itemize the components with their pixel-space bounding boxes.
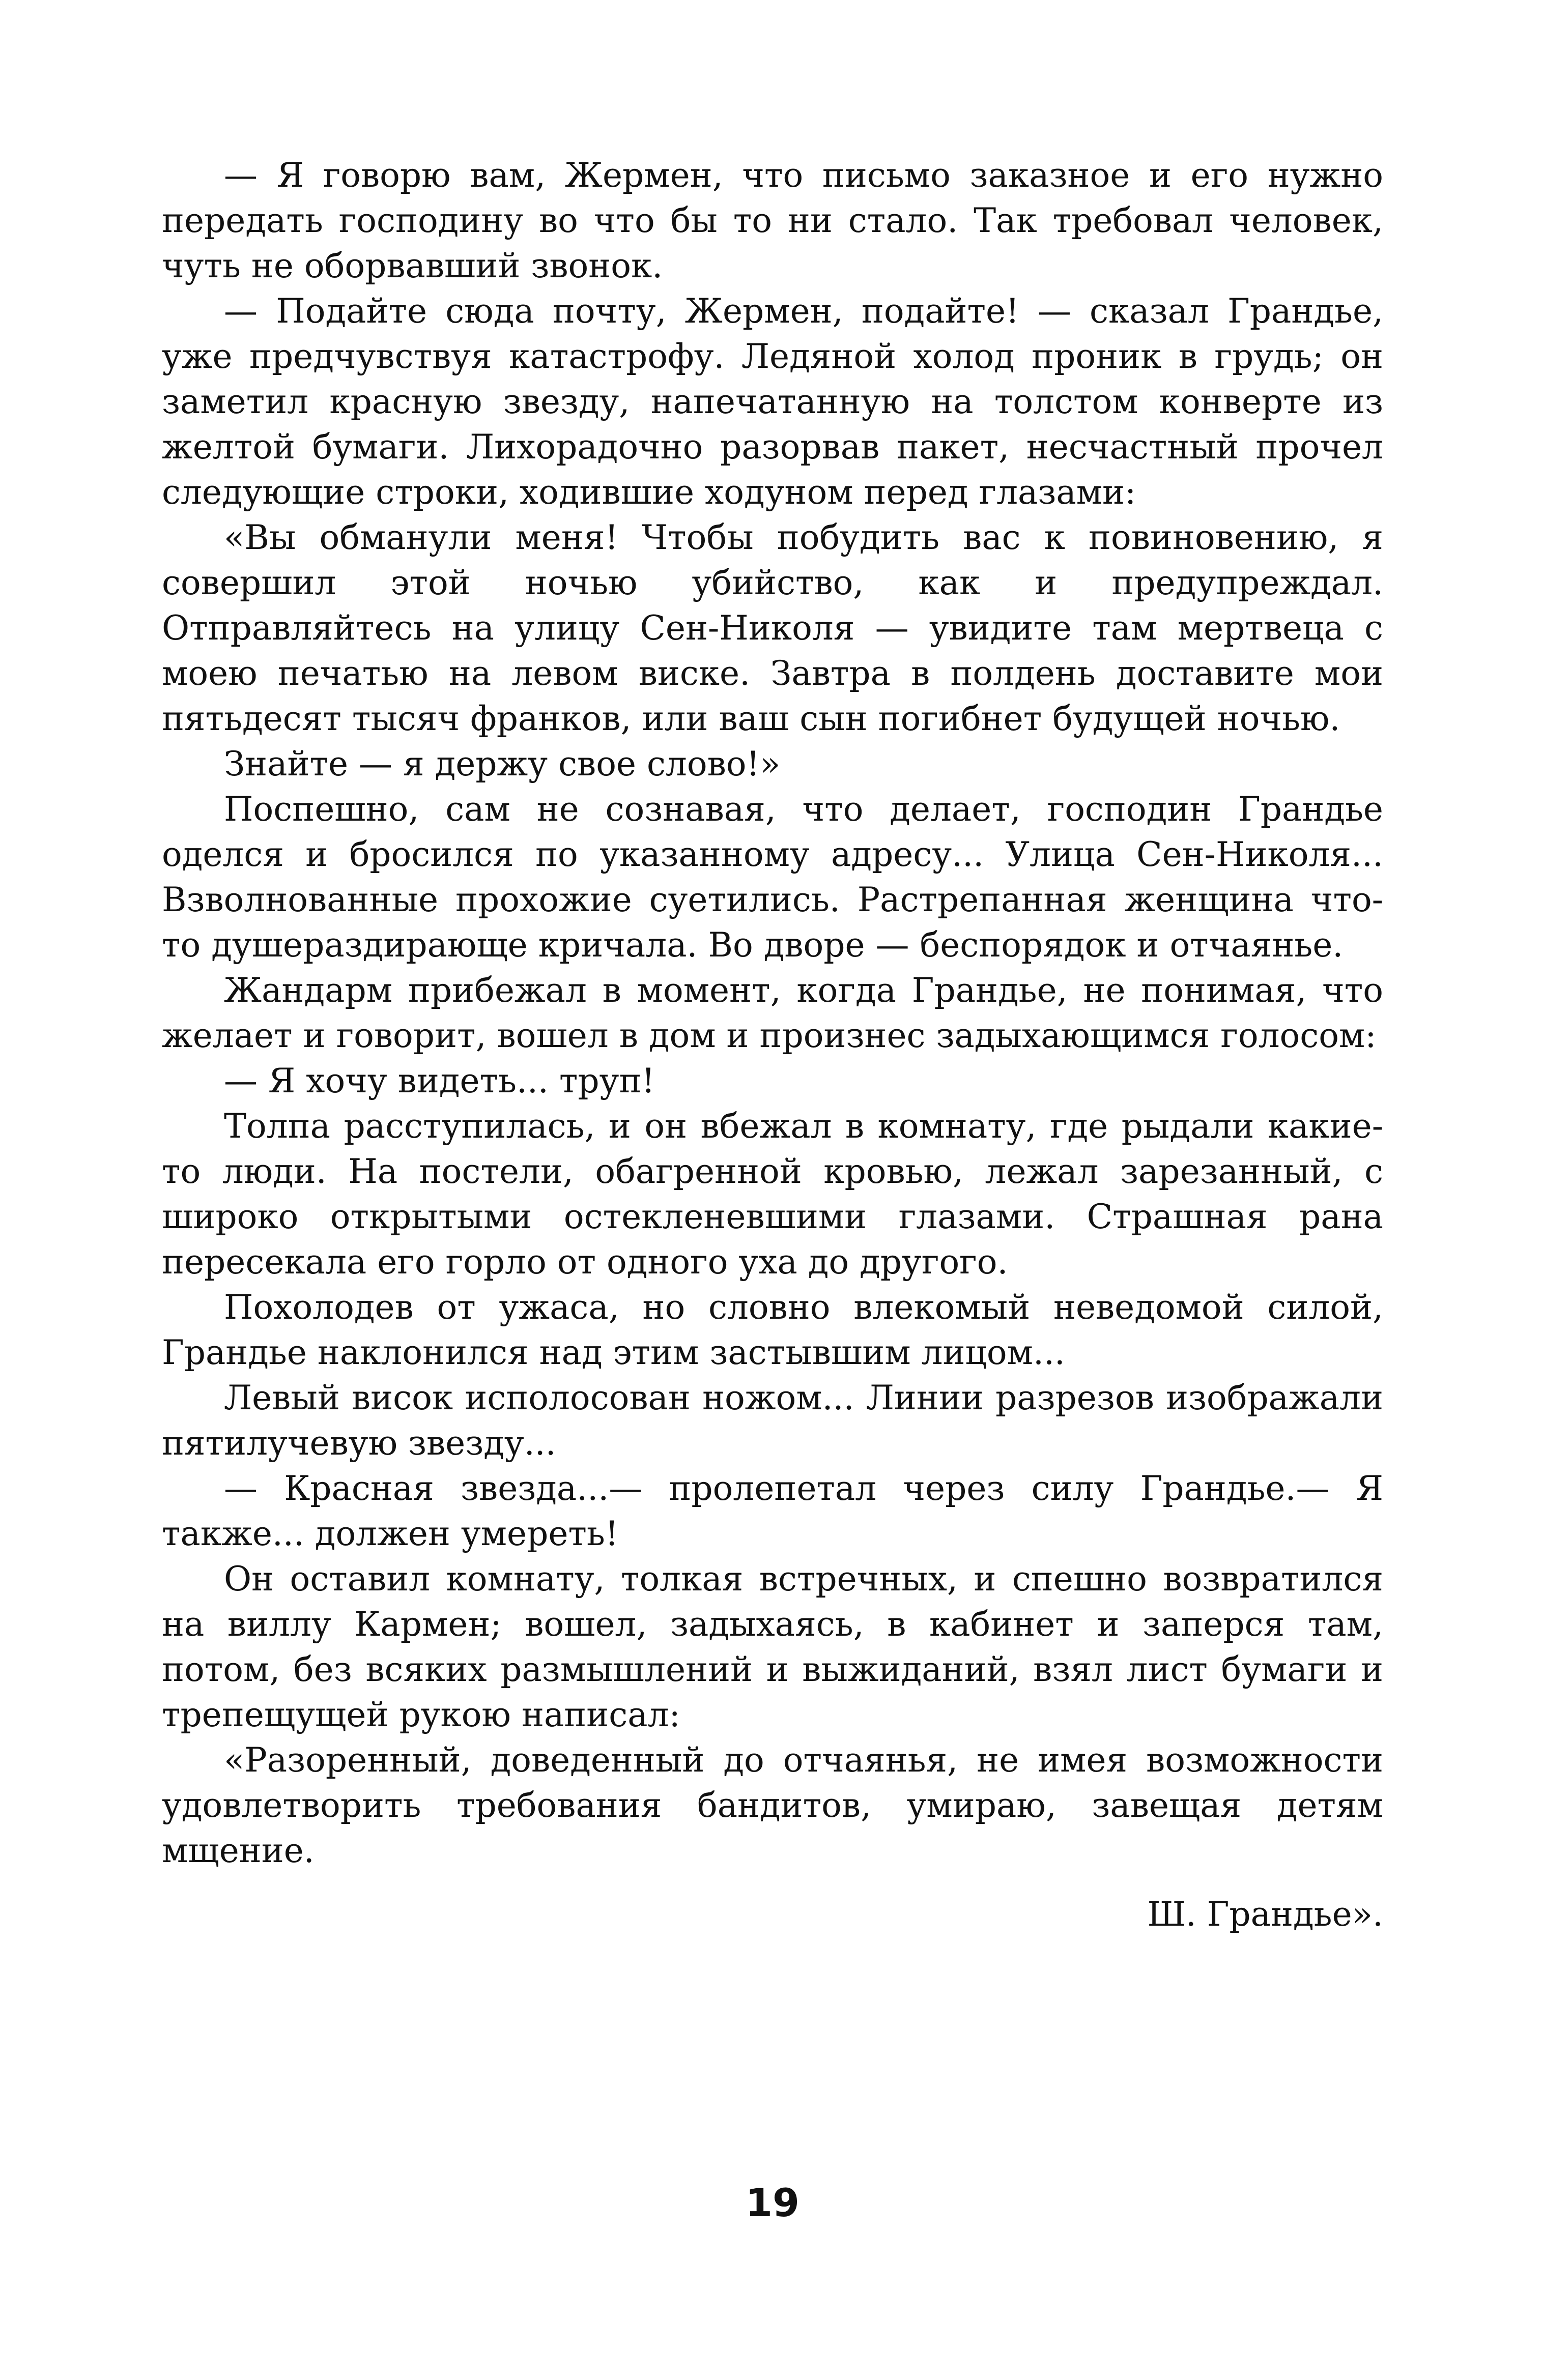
letter-signature: Ш. Грандье».	[1147, 1895, 1383, 1934]
paragraph: «Разоренный, доведенный до отчаянья, не имея возможности удовлетворить требования бандитов, умираю, завещая детям мщение.	[162, 1740, 1383, 1870]
page-number: 19	[746, 2180, 799, 2225]
paragraph: Левый висок исполосован ножом... Линии разрезов изображали пятилучевую звезду...	[162, 1378, 1383, 1463]
paragraph: — Я говорю вам, Жермен, что письмо заказное и его нужно передать господину во что бы то ни стало. Так требовал человек, чуть не оборвавший звонок.	[162, 156, 1383, 285]
paragraph: Знайте — я держу свое слово!»	[224, 744, 781, 783]
paragraph: — Я хочу видеть... труп!	[224, 1061, 655, 1100]
body-text	[162, 153, 1383, 1937]
paragraph: Поспешно, сам не сознавая, что делает, господин Грандье оделся и бросился по указанному адресу... Улица Сен-Николя... Взволнованные прохожие суетились. Растрепанная женщина что-то душераздирающе кричала. Во дворе — беспорядок и отчаянье.	[162, 790, 1383, 965]
paragraph: Толпа расступилась, и он вбежал в комнату, где рыдали какие-то люди. На постели, обагренной кровью, лежал зарезанный, с широко открытыми остекленевшими глазами. Страшная рана пересекала его горло от одного уха до другого.	[162, 1107, 1383, 1282]
paragraph: — Красная звезда...— пролепетал через силу Грандье.— Я также... должен умереть!	[162, 1469, 1383, 1553]
paragraph: Похолодев от ужаса, но словно влекомый неведомой силой, Грандье наклонился над этим застывшим лицом...	[162, 1288, 1383, 1372]
paragraph: «Вы обманули меня! Чтобы побудить вас к повиновению, я совершил этой ночью убийство, как и предупреждал. Отправляйтесь на улицу Сен-Николя — увидите там мертвеца с моею печатью на левом виске. Завтра в полдень доставите мои пятьдесят тысяч франков, или ваш сын погибнет будущей ночью.	[162, 518, 1383, 738]
paragraph: Жандарм прибежал в момент, когда Грандье, не понимая, что желает и говорит, вошел в дом и произнес задыхающимся голосом:	[162, 971, 1383, 1055]
paragraph: — Подайте сюда почту, Жермен, подайте! — сказал Грандье, уже предчувствуя катастрофу. Ледяной холод проник в грудь; он заметил красную звезду, напечатанную на толстом конверте из желтой бумаги. Лихорадочно разорвав пакет, несчастный прочел следующие строки, ходившие ходуном перед глазами:	[162, 292, 1383, 512]
paragraph: Он оставил комнату, толкая встречных, и спешно возвратился на виллу Кармен; вошел, задыхаясь, в кабинет и заперся там, потом, без всяких размышлений и выжиданий, взял лист бумаги и трепещущей рукою написал:	[162, 1559, 1383, 1734]
book-page	[162, 153, 1383, 2289]
